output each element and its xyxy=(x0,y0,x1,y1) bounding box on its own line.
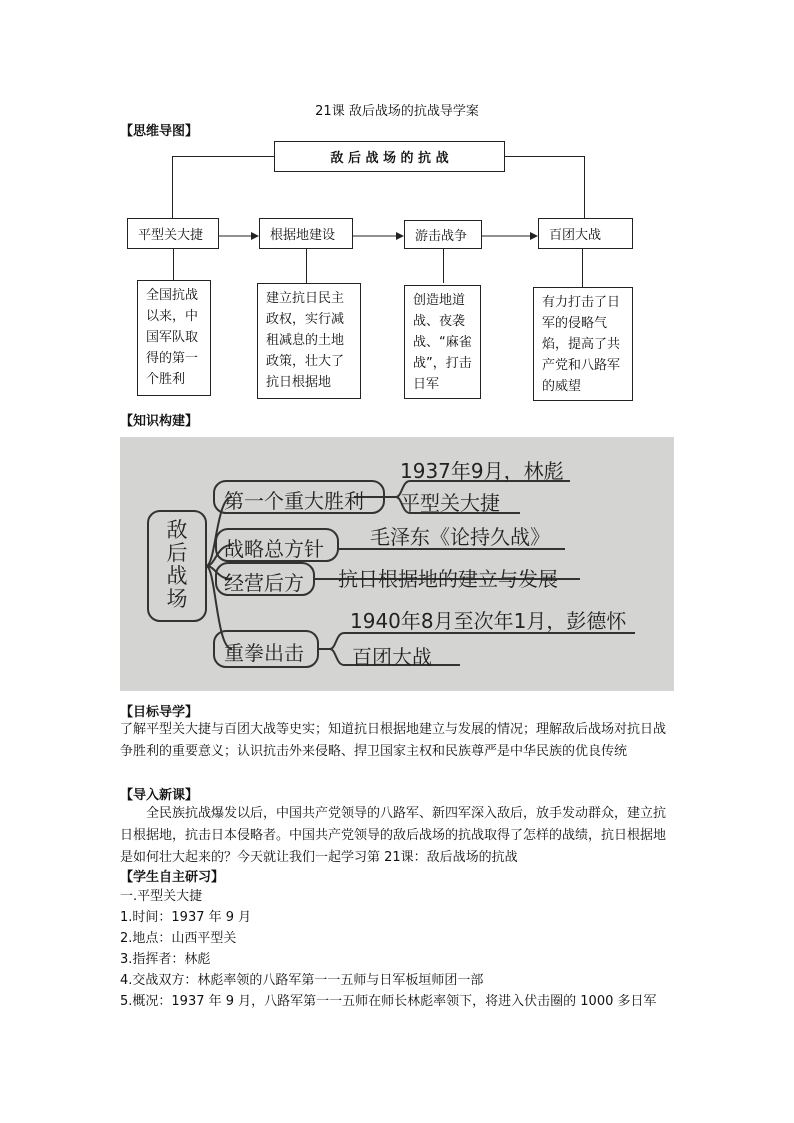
connector-line xyxy=(306,249,307,283)
knowledge-center: 敌后战场 xyxy=(166,518,188,611)
knowledge-photo xyxy=(120,437,674,691)
knowledge-detail-2: 毛泽东《论持久战》 xyxy=(370,525,550,549)
knowledge-detail-4: 百团大战 xyxy=(352,645,432,669)
section-mindmap-heading: 【思维导图】 xyxy=(120,124,199,139)
section-knowledge-heading: 【知识构建】 xyxy=(120,414,199,429)
mindmap-node-1: 平型关大捷 xyxy=(127,218,219,249)
knowledge-detail-top-1: 1937年9月，林彪 xyxy=(400,459,564,483)
mindmap-desc-1: 全国抗战以来，中国军队取得的第一个胜利 xyxy=(137,280,211,396)
knowledge-detail-1: 平型关大捷 xyxy=(400,491,500,515)
study-item: 3.指挥者：林彪 xyxy=(120,952,211,967)
study-item: 1.时间：1937 年 9 月 xyxy=(120,910,252,925)
knowledge-branch-4: 重拳出击 xyxy=(224,641,304,665)
mindmap-desc-3: 创造地道战、夜袭战、“麻雀战”，打击日军 xyxy=(404,285,481,399)
study-item: 2.地点：山西平型关 xyxy=(120,931,237,946)
mindmap-root: 敌 后 战 场 的 抗 战 xyxy=(274,141,505,172)
section-study-heading: 【学生自主研习】 xyxy=(120,870,225,885)
study-item: 5.概况：1937 年 9 月，八路军第一一五师在师长林彪率领下，将进入伏击圈的 1000 多日军 xyxy=(120,994,657,1009)
mindmap-arrows xyxy=(0,0,794,300)
mindmap-node-2: 根据地建设 xyxy=(259,218,353,249)
mindmap-desc-2: 建立抗日民主政权，实行减租减息的土地政策，壮大了抗日根据地 xyxy=(257,283,361,399)
knowledge-branch-3: 经营后方 xyxy=(224,571,304,595)
knowledge-branch-1: 第一个重大胜利 xyxy=(224,489,364,513)
knowledge-detail-3: 抗日根据地的建立与发展 xyxy=(338,567,558,591)
connector-line xyxy=(443,249,444,283)
knowledge-branch-2: 战略总方针 xyxy=(224,537,324,561)
goals-text: 了解平型关大捷与百团大战等史实；知道抗日根据地建立与发展的情况；理解敌后战场对抗日战争胜利的重要意义；认识抗击外来侵略、捍卫国家主权和民族尊严是中华民族的优良传统 xyxy=(120,722,667,759)
mindmap-desc-4: 有力打击了日军的侵略气焰，提高了共产党和八路军的威望 xyxy=(533,287,633,401)
knowledge-detail-top-4: 1940年8月至次年1月，彭德怀 xyxy=(350,609,627,633)
mindmap-node-3: 游击战争 xyxy=(404,220,482,249)
connector-line xyxy=(173,249,174,280)
study-heading: 一.平型关大捷 xyxy=(120,889,203,904)
mindmap-node-4: 百团大战 xyxy=(538,218,633,249)
connector-line xyxy=(582,249,583,287)
section-intro-heading: 【导入新课】 xyxy=(120,788,199,803)
study-item: 4.交战双方：林彪率领的八路军第一一五师与日军板垣师团一部 xyxy=(120,973,484,988)
intro-text: 全民族抗战爆发以后，中国共产党领导的八路军、新四军深入敌后，放手发动群众，建立抗日根据地，抗击日本侵略者。中国共产党领导的敌后战场的抗战取得了怎样的战绩，抗日根据地是如何壮大起来的？今天就让我们一起学习第 21课：敌后战场的抗战 xyxy=(120,806,667,865)
section-goals-heading: 【目标导学】 xyxy=(120,705,199,720)
page-title: 21课 敌后战场的抗战导学案 xyxy=(315,104,479,119)
